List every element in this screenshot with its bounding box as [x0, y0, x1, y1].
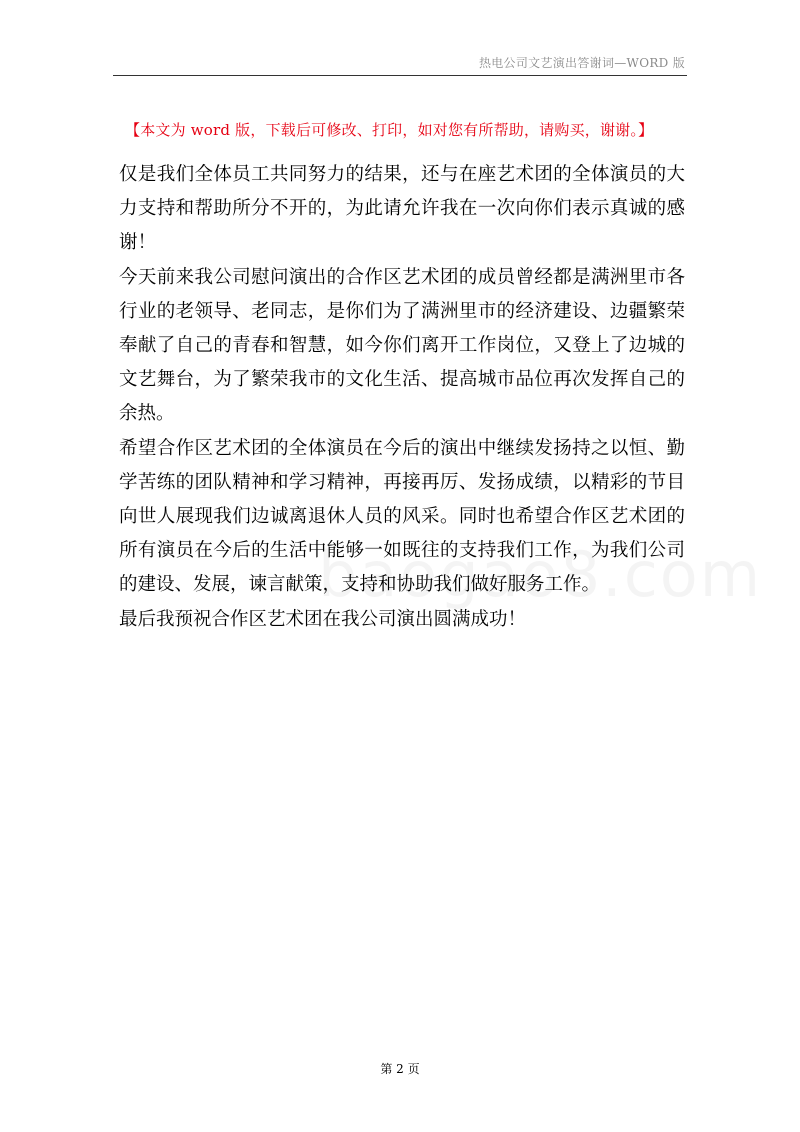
- header-divider: [113, 75, 687, 76]
- running-header: 热电公司文艺演出答谢词—WORD 版: [478, 56, 685, 70]
- paragraph-thanks: 仅是我们全体员工共同努力的结果，还与在座艺术团的全体演员的大力支持和帮助所分不开的，为此请允许我在一次向你们表示真诚的感谢！: [119, 164, 685, 254]
- paragraph-troupe-members: 今天前来我公司慰问演出的合作区艺术团的成员曾经都是满洲里市各行业的老领导、老同志，是你们为了满洲里市的经济建设、边疆繁荣奉献了自己的青春和智慧，如今你们离开工作岗位，又登上了边城的文艺舞台，为了繁荣我市的文化生活、提高城市品位再次发挥自己的余热。: [119, 266, 685, 425]
- document-body: [119, 158, 685, 637]
- purchase-notice: 【本文为 word 版，下载后可修改、打印，如对您有所帮助，请购买，谢谢。】: [125, 121, 654, 139]
- paragraph-hopes: 希望合作区艺术团的全体演员在今后的演出中继续发扬持之以恒、勤学苦练的团队精神和学习精神，再接再厉、发扬成绩，以精彩的节目向世人展现我们边诚离退休人员的风采。同时也希望合作区艺术团的所有演员在今后的生活中能够一如既往的支持我们工作，为我们公司的建设、发展，谏言献策，支持和协助我们做好服务工作。: [119, 437, 685, 596]
- page-number: 第 2 页: [380, 1062, 420, 1076]
- paragraph-closing: 最后我预祝合作区艺术团在我公司演出圆满成功！: [119, 608, 527, 630]
